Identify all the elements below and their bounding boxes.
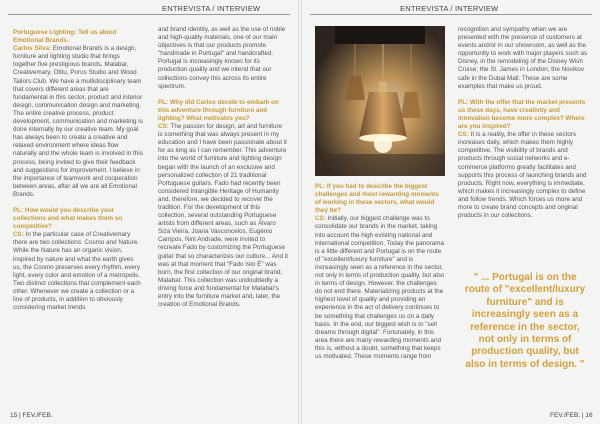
answer-lead: CS: <box>158 123 169 131</box>
question: PL: If you had to describe the biggest challenges and most rewarding moments of working in these sectors, what would they be? <box>315 183 439 215</box>
header-rule <box>8 14 290 15</box>
header-rule <box>310 14 592 15</box>
answer: The passion for design, art and furniture is something that was always present in my education and I have been passionate about it for as long as I can remember. This adventure into the world of furniture and lighting design began with the launch of an exclusive and personalized collection of 21 traditional Portuguese guitars. Fado had recently been considered Intangible Heritage of Humanity and, therefore, we decided to recover the tradition. For the development of this collection, several outstanding Portuguese artists from different areas, such as Álvaro Siza Vieira, Joana Vasconcelos, Eugénio Campos, Nini Andrade, were invited to recreate Fado by customizing the Portuguese guitar that so characterizes our culture... And it was at that moment that "Fado Isto É" was born, the first collection of our original brand, Malabar. This collection was undoubtedly a driving force and fundamental for Malabar's entry into the furniture market and, later, the creation of Emotional Brands. <box>158 123 288 309</box>
running-header: ENTREVISTA / INTERVIEW <box>400 4 499 13</box>
lamp-illustration <box>315 26 445 176</box>
qa-block <box>458 99 588 220</box>
page-folio: FEV./FEB. | 16 <box>550 412 593 419</box>
question: PL: Why did Carlos decide to embark on this adventure through furniture and lighting? What motivates you? <box>158 98 279 122</box>
answer-lead: CS: <box>315 215 326 223</box>
right-page <box>302 0 600 424</box>
question: Portuguese Lighting: Tell us about Emotional Brands. <box>13 29 117 45</box>
answer: It is a reality, the offer in these sectors increases daily, which makes them highly competitive. The visibility of brands and products through social networks and e-commerce platforms greatly facilitates and supports this process of launching brands and products. Right now, everything is immediate, which makes it increasingly complex to define and follow trends. Which forces us more and more to create brand concepts and original products in our collections. <box>458 131 587 220</box>
answer: Emotional Brands is a design, furniture and lighting studio that brings together five prestigious brands, Malabar, Creativemary, Ottiu, Porus Studio and Wood Tailors Club. We have a multidisciplinary team that covers different areas that are fundamental in this sector, product and interior design, communication design and marketing. The entire creative process, product development, communication and marketing is done internally by our creative team. My goal has always been to create a creative and relaxed environment where ideas flow naturally and the whole team is involved in this process, being invited to give their feedback and suggestions for improvement. I believe in the importance of teamwork and cooperation between areas, after all we are all Emotional Brands. <box>13 45 143 198</box>
left-page <box>0 0 298 424</box>
answer: In the particular case of Creativemary there are two collections: Cosmo and Nature. While the Nature has an organic vision, inspired by nature and what the earth gives us, the Cosmo preserves every rhythm, every light, every color and emotion of a metropolis. Two distinct collections that complement each other. Whenever we create a collection or a line of products, in addition to obviously considering market trends <box>13 231 141 312</box>
qa-block <box>13 29 143 199</box>
question: PL: With the offer that the market presents us these days, have creativity and innovation become more complex? Where are you inspired? <box>458 98 586 131</box>
qa-block <box>158 99 288 309</box>
answer: recognition and sympathy when we are presented with the presence of customers at events and/or in our showroom, as well as the opportunity to work with major players such as Disney, in the remodeling of the Disney Wish Cruise; the St. James in London; the Novikov cafe in the Dubai Mall. These are some examples that make us proud. <box>458 26 588 90</box>
question: PL: How would you describe your collections and what makes them so competitive? <box>13 206 123 231</box>
qa-block <box>158 26 288 91</box>
running-header: ENTREVISTA / INTERVIEW <box>162 4 261 13</box>
text-column <box>315 183 445 369</box>
qa-block <box>458 26 588 91</box>
answer-lead: CS: <box>13 231 24 239</box>
text-column <box>158 26 288 317</box>
text-column <box>458 26 588 228</box>
qa-block <box>315 183 445 361</box>
pull-quote: " ... Portugal is on the route of "excellent/luxury furniture" and is increasingly seen as a reference in the sector, not only in terms of production quality, but also in terms of design. " <box>464 272 586 370</box>
text-column <box>13 29 143 320</box>
answer-lead: CS: <box>458 131 469 139</box>
answer-lead: Carlos Silva: <box>13 45 52 53</box>
answer: and brand identity, as well as the use of noble and high-quality materials, one of our main objectives is that our products promote "handmade in Portugal" and handcrafted. Portugal is increasingly known for its production quality and we intend that our collections convey this across its entire spectrum. <box>158 26 286 90</box>
page-folio: 15 | FEV./FEB. <box>10 412 53 419</box>
qa-block <box>13 207 143 312</box>
answer: Initially, our biggest challenge was to consolidate our brands in the market, taking into account the high existing national and international competition. Today the panorama is a little different and Portugal is on the route of "excellent/luxury furniture" and is increasingly seen as a reference in the sector, not only in terms of production quality, but also in terms of design. However, the challenges do not end there. Materializing products at the highest level of quality and providing an experience in the act of delivery continues to be something that challenges us on a daily basis. In the end, our biggest wish is to "sell dreams through digital". Fortunately, in this area there are many rewarding moments and this is, without a doubt, something that keeps us motivated. These moments range from <box>315 215 445 360</box>
pendant-lamp-photo <box>315 26 445 176</box>
